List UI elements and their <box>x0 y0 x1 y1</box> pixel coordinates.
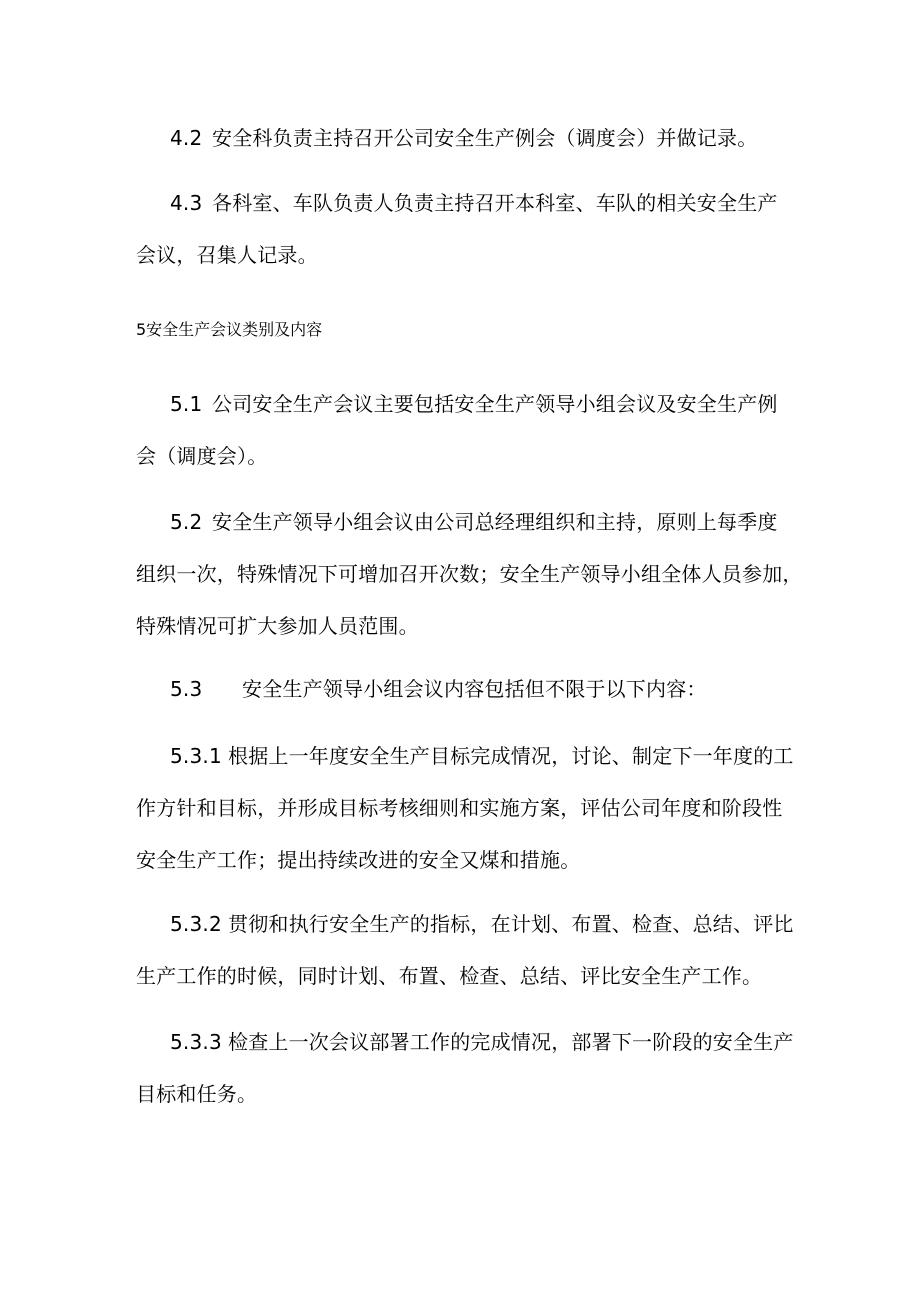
paragraph-number: 5.3.3 <box>170 1030 222 1054</box>
paragraph-line: 作方针和目标，并形成目标考核细则和实施方案，评估公司年度和阶段性 <box>136 796 783 820</box>
paragraph-line: 4.2 安全科负责主持召开公司安全生产例会（调度会）并做记录。 <box>136 112 784 164</box>
paragraph-number: 5.1 <box>170 392 203 416</box>
paragraph-5-3-3 <box>136 1016 794 1120</box>
paragraph-line: 特殊情况可扩大参加人员范围。 <box>136 614 419 638</box>
paragraph-line: 5.3.2 贯彻和执行安全生产的指标，在计划、布置、检查、总结、评比 <box>136 898 784 950</box>
paragraph-number: 4.3 <box>170 191 203 215</box>
section-title: 5安全生产会议类别及内容 <box>136 320 323 339</box>
paragraph-line: 5.1 公司安全生产会议主要包括安全生产领导小组会议及安全生产例 <box>136 378 784 430</box>
paragraph-line: 生产工作的时候，同时计划、布置、检查、总结、评比安全生产工作。 <box>136 964 763 988</box>
paragraph-line: 5.3 安全生产领导小组会议内容包括但不限于以下内容： <box>136 663 784 715</box>
paragraph-number: 5.3.1 <box>170 744 222 768</box>
paragraph-5-3 <box>136 663 784 715</box>
paragraph-number: 5.2 <box>170 510 203 534</box>
paragraph-line: 安全生产工作；提出持续改进的安全又煤和措施。 <box>136 848 581 872</box>
paragraph-5-3-1 <box>136 730 794 886</box>
paragraph-5-3-2 <box>136 898 794 1002</box>
paragraph-line: 5.2 安全生产领导小组会议由公司总经理组织和主持，原则上每季度 <box>136 496 784 548</box>
paragraph-4-3 <box>136 177 784 281</box>
paragraph-5-1 <box>136 378 784 482</box>
paragraph-5-2 <box>136 496 803 652</box>
paragraph-number: 5.3.2 <box>170 912 222 936</box>
paragraph-line: 会议，召集人记录。 <box>136 243 318 267</box>
paragraph-line: 4.3 各科室、车队负责人负责主持召开本科室、车队的相关安全生产 <box>136 177 784 229</box>
paragraph-line: 会（调度会）。 <box>136 444 268 468</box>
paragraph-number: 5.3 <box>170 677 203 701</box>
paragraph-4-2 <box>136 112 784 164</box>
paragraph-line: 组织一次，特殊情况下可增加召开次数；安全生产领导小组全体人员参加， <box>136 562 803 586</box>
paragraph-line: 目标和任务。 <box>136 1082 258 1106</box>
paragraph-line: 5.3.3 检查上一次会议部署工作的完成情况，部署下一阶段的安全生产 <box>136 1016 784 1068</box>
paragraph-line: 5.3.1 根据上一年度安全生产目标完成情况，讨论、制定下一年度的工 <box>136 730 784 782</box>
paragraph-number: 4.2 <box>170 126 203 150</box>
